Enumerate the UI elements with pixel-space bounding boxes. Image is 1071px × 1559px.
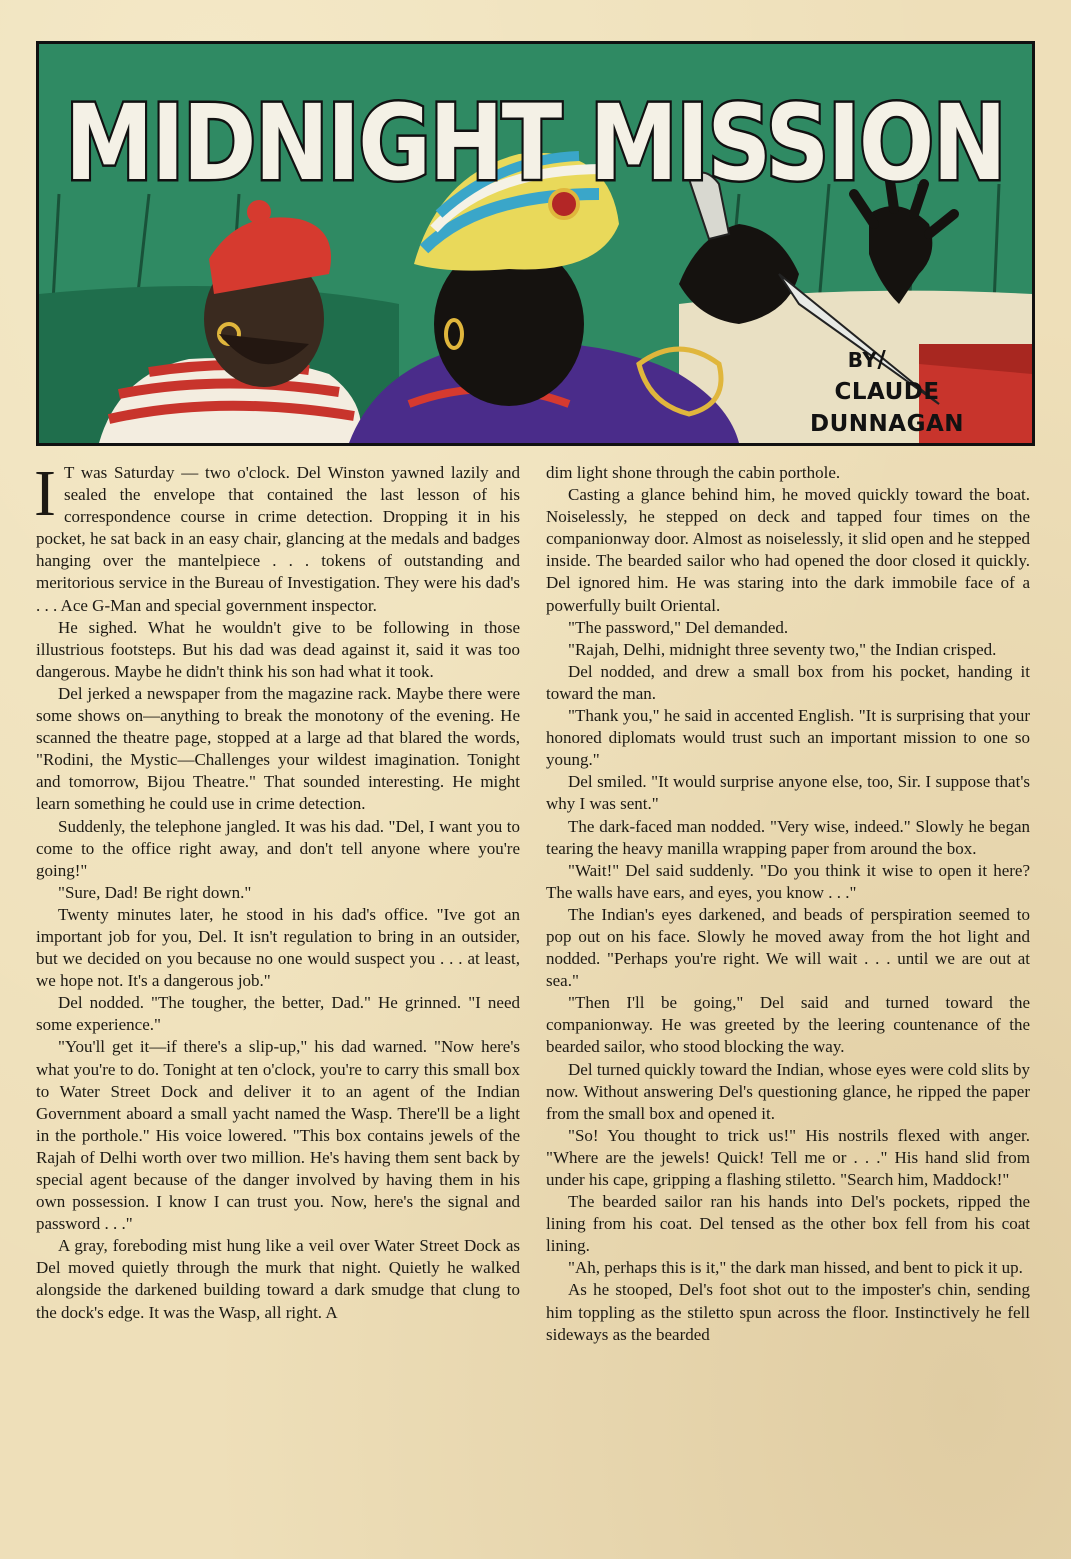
story-paragraph: The bearded sailor ran his hands into Del's pockets, ripped the lining from his coat. Del tensed as the other box fell from his coat lining. bbox=[546, 1192, 1030, 1256]
story-paragraph: He sighed. What he wouldn't give to be following in those illustrious footsteps. But his dad was dead against it, said it was too dangerous. Maybe he didn't think his son had what it took. bbox=[36, 617, 520, 681]
title-panel bbox=[36, 41, 1035, 446]
drop-cap: I bbox=[34, 457, 56, 530]
byline-by: BY bbox=[847, 348, 878, 372]
story-paragraph: Del nodded, and drew a small box from his pocket, handing it toward the man. bbox=[546, 661, 1030, 703]
story-paragraph: "Thank you," he said in accented English. "It is surprising that your honored diplomats would trust such an important mission to one so young." bbox=[546, 706, 1030, 770]
story-paragraph: A gray, foreboding mist hung like a veil over Water Street Dock as Del moved quietly through the murk that night. Quietly he walked alongside the darkened building toward a dark smudge that clung to the dock's edge. It was the Wasp, all right. A bbox=[36, 1236, 520, 1322]
story-paragraph: I T was Saturday — two o'clock. Del Winston yawned lazily and sealed the envelope that contained the last lesson of his correspondence course in crime detection. Dropping it in his pocket, he sat back in an easy chair, glancing at the medals and badges hanging over the mantelpiece . . . tokens of outstanding and meritorious service in the Bureau of Investigation. They were his dad's . . . Ace G-Man and special government inspector. bbox=[34, 457, 520, 615]
story-paragraph: "The password," Del demanded. bbox=[568, 617, 789, 637]
story-column-right bbox=[546, 462, 1030, 1346]
story-paragraph: The dark-faced man nodded. "Very wise, indeed." Slowly he began tearing the heavy manilla wrapping paper from around the box. bbox=[546, 816, 1030, 858]
story-paragraph: Del turned quickly toward the Indian, whose eyes were cold slits by now. Without answering Del's questioning glance, he ripped the paper from the small box and opened it. bbox=[546, 1059, 1030, 1123]
story-paragraph: "Wait!" Del said suddenly. "Do you think it wise to open it here? The walls have ears, and eyes, you know . . ." bbox=[546, 860, 1030, 902]
story-paragraph: The Indian's eyes darkened, and beads of perspiration seemed to pop out on his face. Slowly he moved away from the hot light and nodded. "Perhaps you're right. We will wait . . . until we are out at sea." bbox=[546, 904, 1030, 991]
story-paragraph: As he stooped, Del's foot shot out to the imposter's chin, sending him toppling as the stiletto spun across the floor. Instinctively he fell sideways as the bearded bbox=[546, 1280, 1030, 1344]
story-paragraph: Del nodded. "The tougher, the better, Dad." He grinned. "I need some experience." bbox=[36, 993, 520, 1035]
story-paragraph: Del jerked a newspaper from the magazine rack. Maybe there were some shows on—anything to break the monotony of the evening. He scanned the theatre page, stopped at a large ad that blared the words, "Rodini, the Mystic—Challenges your wildest imagination. Tonight and tomorrow, Bijou Theatre." That sounded interesting. He might learn something he could use in crime detection. bbox=[36, 683, 520, 814]
story-paragraph: "So! You thought to trick us!" His nostrils flexed with anger. "Where are the jewels! Quick! Tell me or . . ." His hand slid from under his cape, gripping a flashing stiletto. "Search him, Maddock!" bbox=[546, 1125, 1030, 1189]
story-paragraph: "You'll get it—if there's a slip-up," his dad warned. "Now here's what you're to do. Tonight at ten o'clock, you're to carry this small box to Water Street Dock and deliver it to an agent of the Indian Government aboard a small yacht named the Wasp. There'll be a light in the porthole." His voice lowered. "This box contains jewels of the Rajah of Delhi worth over two million. He's having them sent back by special agent because of the danger involved by having them in his own possession. I know I can trust you. Now, here's the signal and password . . ." bbox=[36, 1037, 520, 1234]
story-paragraph: Casting a glance behind him, he moved quickly toward the boat. Noiselessly, he stepped on deck and tapped four times on the companionway door. Almost as noiselessly, it slid open and he stepped inside. The bearded sailor who had opened the door closed it quickly. Del ignored him. He was staring into the dark immobile face of a powerfully built Oriental. bbox=[546, 485, 1030, 615]
story-paragraph: Del smiled. "It would surprise anyone else, too, Sir. I suppose that's why I was sent." bbox=[546, 772, 1030, 814]
story-paragraph: "Ah, perhaps this is it," the dark man hissed, and bent to pick it up. bbox=[568, 1258, 1023, 1278]
story-paragraph: Suddenly, the telephone jangled. It was his dad. "Del, I want you to come to the office right away, and don't tell anyone where you're going!" bbox=[36, 816, 520, 880]
story-paragraph: Twenty minutes later, he stood in his dad's office. "Ive got an important job for you, Del. It isn't regulation to bring in an outsider, but we decided on you because no one would suspect you . . . at least, we hope not. It's a dangerous job." bbox=[36, 904, 520, 991]
byline-name-first: CLAUDE bbox=[834, 379, 940, 405]
story-paragraph: "Sure, Dad! Be right down." bbox=[58, 882, 252, 902]
title-lettering: MIDNIGHT MISSION bbox=[65, 82, 1005, 204]
story-paragraph: dim light shone through the cabin porthole. bbox=[546, 463, 841, 482]
byline: BY/ CLAUDE DUNNAGAN bbox=[782, 344, 992, 439]
byline-name-last: DUNNAGAN bbox=[810, 411, 964, 437]
story-column-left bbox=[34, 457, 520, 1324]
story-paragraph: "Then I'll be going," Del said and turned toward the companionway. He was greeted by the leering countenance of the bearded sailor, who stood blocking the way. bbox=[546, 993, 1030, 1057]
story-paragraph: "Rajah, Delhi, midnight three seventy two," the Indian crisped. bbox=[568, 639, 997, 659]
